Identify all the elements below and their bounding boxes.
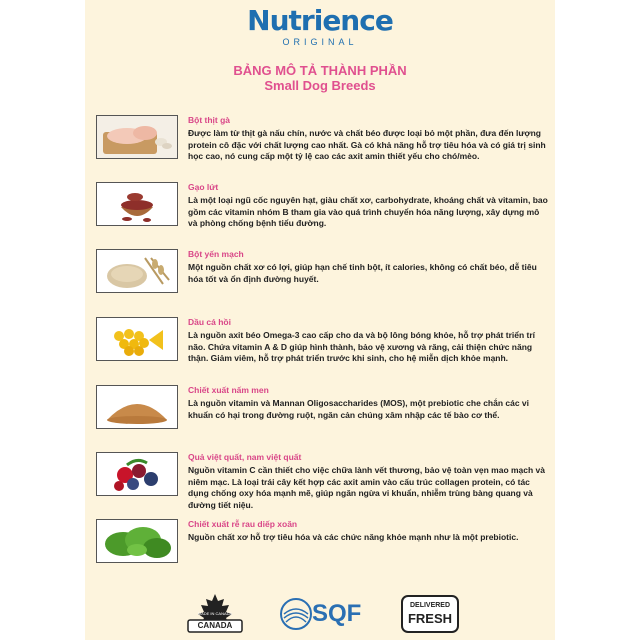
ingredient-title: Gạo lứt (188, 182, 219, 192)
canada-label: CANADA (197, 621, 233, 630)
ingredient-title: Chiết xuất nấm men (188, 385, 269, 395)
chicken-meal-icon (96, 115, 178, 159)
sqf-label: SQF (312, 600, 362, 627)
sqf-logo (278, 594, 373, 634)
brand-subtitle: ORIGINAL (282, 37, 358, 47)
brand-name: Nutrience (247, 4, 393, 37)
ingredient-description: Là một loại ngũ cốc nguyên hạt, giàu chất xơ, carbohydrate, khoáng chất và vitamin, bao gồm các vitamin nhóm B tham gia vào quá trình chuyển hóa năng lượng, xây dựng mô và phòng chống bệnh tiểu đường. (188, 195, 548, 228)
brown-rice-icon (96, 182, 178, 226)
delivered-fresh-badge (400, 594, 460, 634)
oatmeal-icon (96, 249, 178, 293)
ingredient-title: Bột yến mạch (188, 249, 244, 259)
content-panel (85, 0, 555, 640)
ingredient-title: Dầu cá hồi (188, 317, 231, 327)
berries-icon (96, 452, 178, 496)
ingredient-description: Là nguồn axit béo Omega-3 cao cấp cho da và bộ lông bóng khỏe, hỗ trợ phát triển trí não. Chứa vitamin A & D giúp hình thành, bảo vệ xương và răng, cải thiện chức năng thận. Giảm viêm, hỗ trợ phát triển trước khi sinh, cho hệ miễn dịch khỏe mạnh. (188, 330, 536, 363)
fresh-label: FRESH (407, 611, 453, 626)
ingredient-description: Nguồn vitamin C cần thiết cho việc chữa lành vết thương, bảo vệ toàn vẹn mao mạch và niêm mạc. Là loại trái cây kết hợp các axit amin vào cấu trúc collagen protein, có tác dụng chống oxy hóa mạnh mẽ, giúp ngăn ngừa vi khuẩn, nhiễm trùng bàng quang và đường tiết niệu. (188, 465, 546, 510)
page-subtitle: Small Dog Breeds (264, 78, 376, 93)
ingredient-title: Bột thịt gà (188, 115, 231, 125)
ingredient-description: Nguồn chất xơ hỗ trợ tiêu hóa và các chức năng khỏe mạnh như là một prebiotic. (188, 532, 519, 542)
made-in-canada-badge (180, 592, 250, 636)
ingredient-description: Một nguồn chất xơ có lợi, giúp hạn chế tinh bột, ít calories, không có chất béo, dễ tiêu hóa tốt và ổn định đường huyết. (188, 262, 537, 284)
ingredient-title: Quả việt quất, nam việt quất (188, 452, 302, 462)
ingredient-description: Là nguồn vitamin và Mannan Oligosaccharides (MOS), một prebiotic che chắn các vi khuẩn có hại trong đường ruột, ngăn cản chúng xâm nhập các tế bào cơ thể. (188, 398, 530, 420)
salmon-oil-icon (96, 317, 178, 361)
made-in-canada-text: MADE IN CANADA (197, 611, 233, 616)
ingredient-title: Chiết xuất rễ rau diếp xoăn (188, 519, 298, 529)
chicory-root-icon (96, 519, 178, 563)
ingredient-description: Được làm từ thịt gà nấu chín, nước và chất béo được loại bỏ một phần, đưa đến lượng protein cô đặc với chất lượng cao nhất. Gà có khả năng hỗ trợ tiêu hóa và có giá trị sinh học cao, nó cung cấp một tỷ lệ cao các axit amin thiết yếu cho chó/mèo. (188, 128, 546, 161)
page-title: BẢNG MÔ TẢ THÀNH PHẦN (233, 63, 407, 78)
brand-logo (85, 5, 555, 47)
yeast-extract-icon (96, 385, 178, 429)
page-heading (85, 63, 555, 93)
delivered-label: DELIVERED (409, 602, 451, 609)
certification-badges (0, 590, 640, 640)
